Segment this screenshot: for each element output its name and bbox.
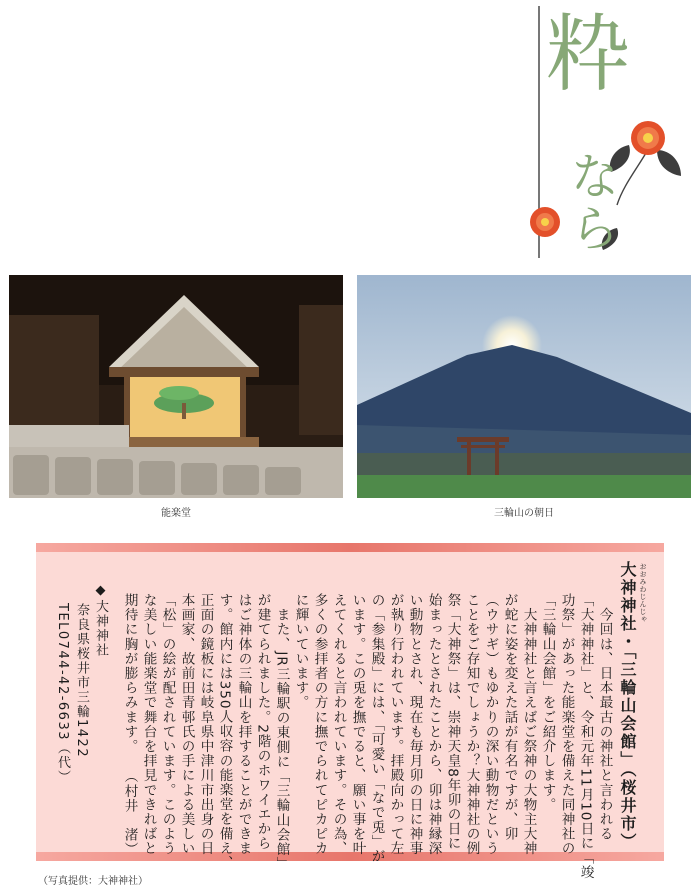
info-tel: TEL0744-42-6633（代） [55,603,70,785]
body-line: 「三輪山会館」をご紹介します。 [539,593,556,812]
body-line: 期待に胸が膨らみます。 （村井 渚） [121,593,138,857]
body-line: な美しい能楽堂で舞台を拝見できればと [140,593,157,856]
body-line: 功祭」があった能楽堂を備えた同神社の [558,593,575,856]
top-band [36,543,664,552]
caption-miwa-sunrise: 三輪山の朝日 [494,508,554,519]
article-title: 大神神社・「三輪山会館」（桜井市） [618,561,637,851]
body-line: えてくれると言われています。その為、 [330,593,347,856]
body-line: 正面の鏡板には岐阜県中津川市出身の日 [197,593,214,856]
leaf-icon [657,150,681,176]
body-line: 多くの参拝者の方に撫でられてピカピカ [311,593,328,856]
photo-credit: （写真提供：大神神社） [38,876,148,887]
body-line: 大神神社と言えばご祭神の大物主大神 [520,593,537,856]
body-line: 「大神神社」と、令和元年11月10日に「竣 [577,593,594,880]
body-line: い動物とされ、現在も毎月卯の日に神事 [406,593,423,856]
body-line: 始まったとされたことから、卯は神縁深 [425,593,442,856]
mt-miwa-illustration [357,275,691,498]
body-line: 本画家、故前田青邨氏の手による美しい [178,593,195,856]
info-address: 奈良県桜井市三輪1422 [74,603,89,759]
article-panel [36,543,664,880]
info-name: ◆大神神社 [93,583,108,658]
body-line: す。館内には350人収容の能楽堂を備え、 [216,593,233,871]
body-line: 祭「大神祭」は、崇神天皇8年卯の日に [444,593,461,851]
body-line: 「松」の絵が配されています。このよう [159,593,176,856]
body-line: ことをご存知でしょうか？大神神社の例 [463,593,480,856]
photo-miwa-sunrise [357,275,691,498]
body-line: はご神体の三輪山を拝することができま [235,593,252,856]
body-line: 今回は、日本最古の神社と言われる [596,593,613,842]
camellia-flower-icon [631,121,665,155]
body-line: が執り行われています。拝殿向かって左 [387,593,404,856]
body-line: の「参集殿」には、「可愛い「なで兎」が [368,593,385,864]
body-line: います。この兎を撫でると、願い事を叶 [349,593,366,856]
body-line: に輝いています。 [292,593,309,710]
title-ruby: おおみわじんじゃ [639,563,647,623]
brand-iki: 粋 [545,5,630,103]
body-line: （ウサギ）もゆかりの深い動物だという [482,593,499,856]
body-line: また、JR三輪駅の東側に「三輪山会館」 [273,593,290,872]
body-line: が蛇に姿を変えた話が有名ですが、卯 [501,593,518,842]
body-line: が建てられました。2階のホワイエから [254,593,271,851]
photo-noh-stage [9,275,343,498]
noh-stage-illustration [9,275,343,498]
brand-nara: なら [562,150,620,254]
caption-noh-stage: 能楽堂 [161,508,191,519]
